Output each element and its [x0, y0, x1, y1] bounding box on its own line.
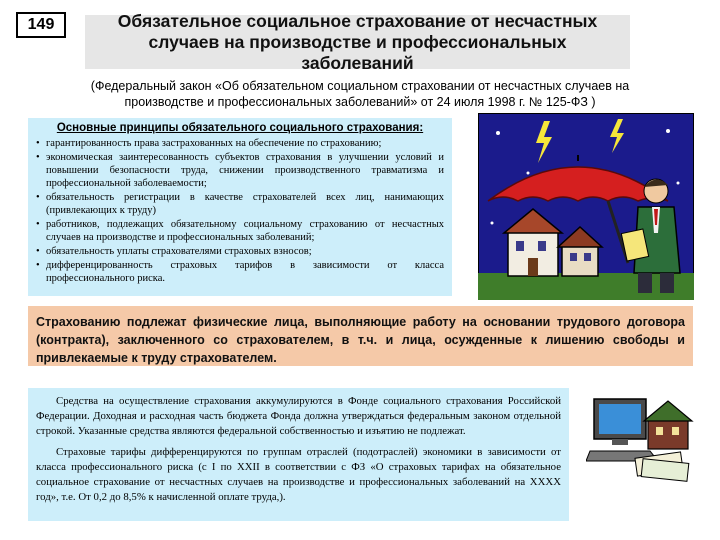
law-reference: (Федеральный закон «Об обязательном социальном страховании от несчастных случаев на производстве и профессиональных заболеваний» от 24 июля 1998 г. № 125-ФЗ ) [90, 79, 630, 109]
list-item: • обязательность регистрации в качестве страхователей всех лиц, нанимающих (привлекающих к труду) [36, 191, 444, 217]
list-item: • экономическая заинтересованность субъектов страхования в улучшении условий и повышении безопасности труда, снижении производственного травматизма и профессиональной заболеваемости; [36, 151, 444, 190]
tariffs-paragraph: Страховые тарифы дифференцируются по группам отраслей (подотраслей) экономики в зависимости от класса профессионального риска (с I по XXII в соответствии с ФЗ «О страховых тарифах на обязательное социальное страхование от несчастных случаев на производстве и профессиональных заболеваний на XXXX год», т.е. От 0,2 до 8,5% к начисленной оплате труда,). [36, 446, 561, 503]
insured-persons-note: Страхованию подлежат физические лица, выполняющие работу на основании трудового договора (контракта), заключенного со страхователем, в т.ч. и лица, осужденные к лишению свободы и привлекаемые к труду страхователем. [28, 306, 693, 366]
page-number: 149 [16, 12, 66, 38]
computer-house-illustration [586, 389, 700, 484]
page-title: Обязательное социальное страхование от несчастных случаев на производстве и профессиональных заболеваний [85, 15, 630, 69]
list-item: • обязательность уплаты страхователями страховых взносов; [36, 245, 444, 258]
funds-panel [28, 388, 569, 521]
list-item: • работников, подлежащих обязательному социальному страхованию от несчастных случаев на производстве и профессиональных заболеваний; [36, 218, 444, 244]
umbrella-house-illustration [478, 113, 694, 300]
principles-list [36, 137, 444, 285]
list-item: • дифференцированность страховых тарифов в зависимости от класса профессионального риска. [36, 259, 444, 285]
funds-paragraph: Средства на осуществление страхования аккумулируются в Фонде социального страхования Российской Федерации. Доходная и расходная часть бюджета Фонда должна утверждаться федеральным законом отдельной строкой. Указанные средства являются федеральной собственностью и изъятию не подлежат. [36, 395, 561, 437]
principles-panel [28, 118, 452, 296]
principles-title: Основные принципы обязательного социального страхования: [56, 122, 424, 134]
list-item: • гарантированность права застрахованных на обеспечение по страхованию; [36, 137, 444, 150]
